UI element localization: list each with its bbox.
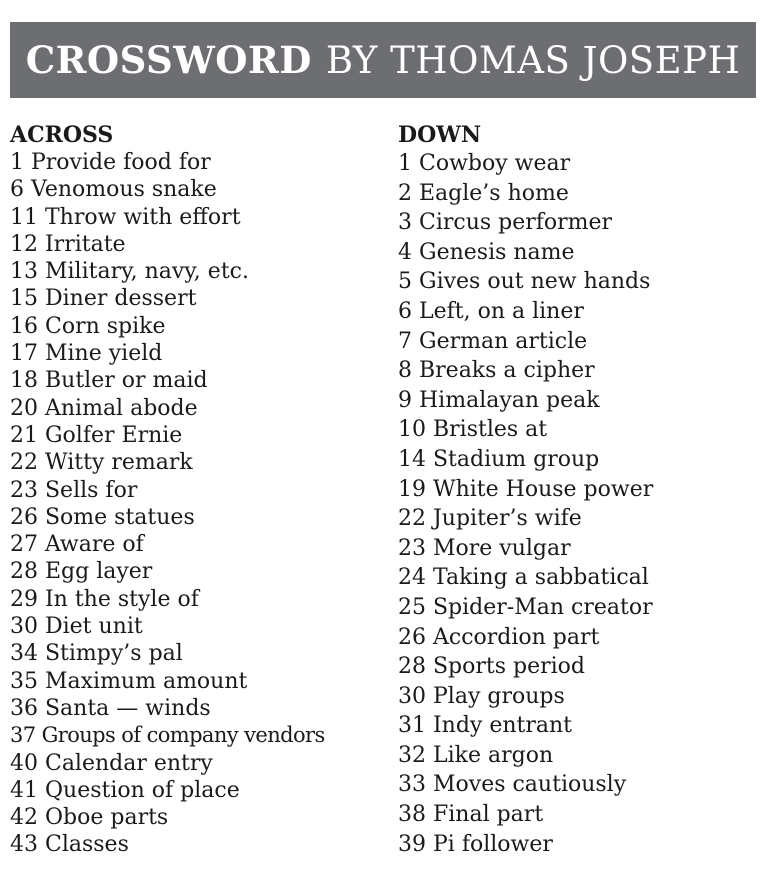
across-clue: 11 Throw with effort bbox=[10, 204, 241, 230]
down-clue: 2 Eagle’s home bbox=[398, 180, 569, 206]
down-clue: 28 Sports period bbox=[398, 654, 586, 680]
down-clue: 31 Indy entrant bbox=[398, 713, 573, 739]
down-clue: 9 Himalayan peak bbox=[398, 387, 600, 413]
down-clue: 6 Left, on a liner bbox=[398, 298, 584, 324]
down-clue: 30 Play groups bbox=[398, 683, 565, 709]
down-clue: 33 Moves cautiously bbox=[398, 772, 627, 798]
across-clue: 13 Military, navy, etc. bbox=[10, 259, 249, 285]
across-column bbox=[10, 121, 390, 859]
down-clue: 25 Spider-Man creator bbox=[398, 594, 653, 620]
across-clue: 26 Some statues bbox=[10, 504, 195, 530]
across-clue: 17 Mine yield bbox=[10, 341, 163, 367]
across-clue: 18 Butler or maid bbox=[10, 368, 208, 394]
down-clue: 3 Circus performer bbox=[398, 210, 613, 236]
down-clue: 10 Bristles at bbox=[398, 417, 548, 443]
header-title: CROSSWORD bbox=[25, 38, 312, 82]
down-clue: 1 Cowboy wear bbox=[398, 151, 571, 176]
across-clue: 15 Diner dessert bbox=[10, 286, 197, 312]
across-clue: 27 Aware of bbox=[10, 532, 144, 558]
down-clue: 14 Stadium group bbox=[398, 446, 600, 472]
across-clue: 6 Venomous snake bbox=[10, 177, 217, 203]
across-clue: 35 Maximum amount bbox=[10, 668, 248, 694]
header-byline: BY THOMAS JOSEPH bbox=[325, 38, 741, 82]
down-heading: DOWN bbox=[398, 122, 482, 148]
across-clue: 21 Golfer Ernie bbox=[10, 422, 183, 448]
across-clue-list bbox=[10, 149, 390, 859]
down-clue: 7 German article bbox=[398, 328, 588, 354]
across-clue: 41 Question of place bbox=[10, 777, 240, 803]
down-clue: 26 Accordion part bbox=[398, 624, 600, 650]
crossword-header bbox=[10, 22, 756, 98]
down-clue: 38 Final part bbox=[398, 802, 544, 828]
down-clue: 5 Gives out new hands bbox=[398, 269, 651, 295]
down-clue: 24 Taking a sabbatical bbox=[398, 565, 649, 591]
down-clue: 8 Breaks a cipher bbox=[398, 358, 595, 384]
across-clue: 34 Stimpy’s pal bbox=[10, 641, 183, 667]
across-clue: 22 Witty remark bbox=[10, 450, 193, 476]
down-clue: 23 More vulgar bbox=[398, 535, 571, 561]
across-clue: 20 Animal abode bbox=[10, 395, 198, 421]
across-clue: 42 Oboe parts bbox=[10, 805, 169, 831]
across-clue: 12 Irritate bbox=[10, 231, 126, 257]
across-clue: 1 Provide food for bbox=[10, 150, 211, 175]
across-clue: 36 Santa — winds bbox=[10, 695, 211, 721]
across-clue: 29 In the style of bbox=[10, 586, 199, 612]
down-clue: 22 Jupiter’s wife bbox=[398, 506, 582, 532]
down-clue: 39 Pi follower bbox=[398, 831, 553, 857]
across-clue: 43 Classes bbox=[10, 832, 129, 858]
down-clue: 19 White House power bbox=[398, 476, 654, 502]
across-clue: 30 Diet unit bbox=[10, 614, 143, 640]
across-clue: 37 Groups of company vendors bbox=[10, 723, 325, 748]
down-clue-list bbox=[398, 149, 758, 859]
down-clue: 4 Genesis name bbox=[398, 239, 575, 265]
down-clue: 32 Like argon bbox=[398, 742, 554, 768]
down-column bbox=[398, 121, 758, 859]
across-heading: ACROSS bbox=[10, 122, 114, 148]
across-clue: 16 Corn spike bbox=[10, 313, 166, 339]
across-clue: 23 Sells for bbox=[10, 477, 138, 503]
across-clue: 40 Calendar entry bbox=[10, 750, 213, 776]
across-clue: 28 Egg layer bbox=[10, 559, 153, 585]
